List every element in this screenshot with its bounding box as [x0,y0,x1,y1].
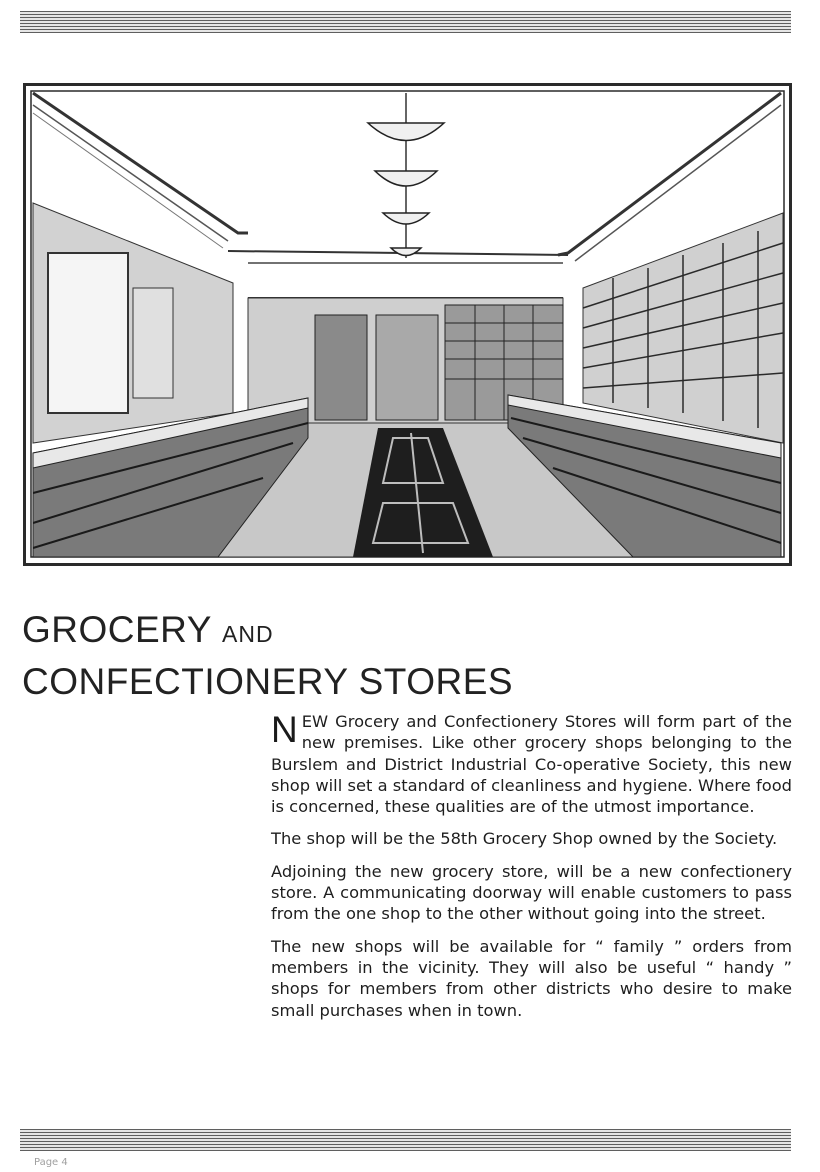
page-number: Page 4 [34,1157,68,1168]
paragraph-3: Adjoining the new grocery store, will be a new confectionery store. A communicating doorway will enable customers to pass from the one shop to the other without going into the street. [271,861,792,924]
drop-cap: N [271,709,298,750]
title-line-2: CONFECTIONERY STORES [22,661,514,702]
paragraph-1 [271,711,792,817]
top-decorative-rule [20,11,791,33]
shop-interior-illustration [23,83,792,566]
paragraph-1-text: EW Grocery and Confectionery Stores will form part of the new premises. Like other grocery shops belonging to the Burslem and District Industrial Co-operative Society, this new shop will set a standard of cleanliness and hygiene. Where food is concerned, these qualities are of the utmost importance. [271,712,792,817]
title-word-and: AND [222,621,274,647]
page-title [22,606,513,706]
paragraph-4: The new shops will be available for “ family ” orders from members in the vicinity. They will also be useful “ handy ” shops for members from other districts who desire to make small purchases when in town. [271,936,792,1020]
article-body [271,711,792,1032]
title-word-grocery: GROCERY [22,609,212,650]
paragraph-2: The shop will be the 58th Grocery Shop owned by the Society. [271,829,778,849]
bottom-decorative-rule [20,1129,791,1151]
title-line-1 [22,606,513,658]
